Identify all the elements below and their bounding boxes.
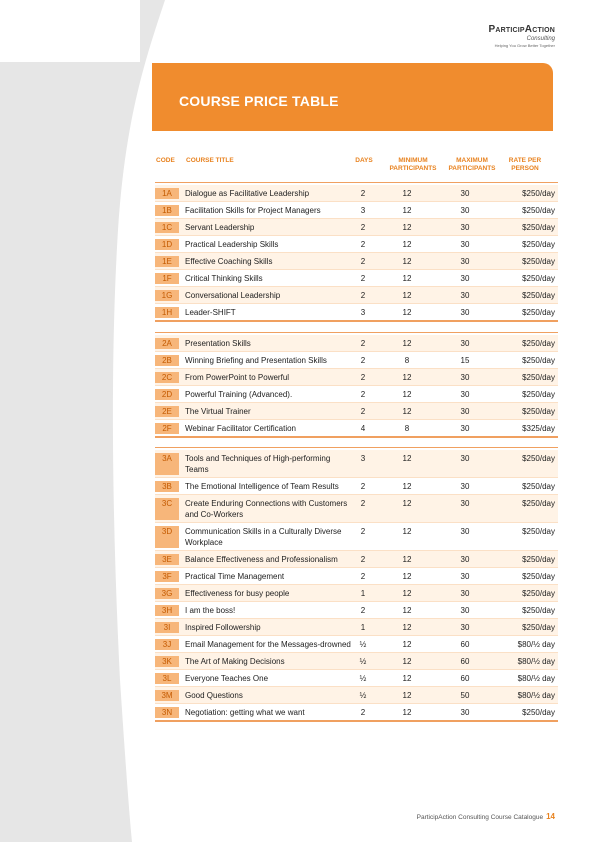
cell-days: 2 <box>360 527 366 536</box>
cell-days: 2 <box>360 274 366 283</box>
cell-max: 30 <box>460 606 470 615</box>
cell-title: Presentation Skills <box>185 339 251 348</box>
cell-days: 2 <box>360 291 366 300</box>
course-group-leadership <box>155 182 558 322</box>
cell-min: 12 <box>402 407 412 416</box>
cell-days: 1 <box>360 589 366 598</box>
cell-days: 2 <box>360 708 366 717</box>
cell-title: Leader-SHIFT <box>185 308 236 317</box>
cell-min: 12 <box>402 708 412 717</box>
page-header-bar <box>152 63 553 131</box>
cell-max: 30 <box>460 555 470 564</box>
cell-min: 12 <box>402 390 412 399</box>
cell-min: 12 <box>402 589 412 598</box>
cell-min: 12 <box>402 223 412 232</box>
page-footer <box>417 812 555 821</box>
cell-max: 30 <box>460 708 470 717</box>
cell-code: 3M <box>155 690 179 701</box>
cell-days: 2 <box>360 223 366 232</box>
cell-title: Good Questions <box>185 691 243 700</box>
course-group-presentation <box>155 332 558 438</box>
cell-rate: $250/day <box>522 274 555 283</box>
cell-code: 3I <box>155 622 179 633</box>
cell-title: Conversational Leadership <box>185 291 281 300</box>
cell-rate: $250/day <box>522 606 555 615</box>
table-row <box>155 704 558 722</box>
column-header-days: DAYS <box>355 157 373 164</box>
cell-max: 30 <box>460 623 470 632</box>
column-header-max: MAXIMUM PARTICIPANTS <box>448 157 496 172</box>
cell-title: Communication Skills in a Culturally Diverse Workplace <box>185 527 342 547</box>
column-header-rate: RATE PER PERSON <box>508 157 542 172</box>
cell-rate: $250/day <box>522 339 555 348</box>
cell-rate: $80/½ day <box>517 640 555 649</box>
cell-max: 30 <box>460 206 470 215</box>
cell-min: 12 <box>402 291 412 300</box>
table-row <box>155 253 558 270</box>
table-row <box>155 369 558 386</box>
cell-max: 30 <box>460 572 470 581</box>
cell-days: 3 <box>360 454 366 463</box>
cell-days: 3 <box>360 308 366 317</box>
table-row <box>155 551 558 568</box>
cell-days: 2 <box>360 390 366 399</box>
table-row <box>155 653 558 670</box>
page-number: 14 <box>546 812 555 821</box>
table-row <box>155 202 558 219</box>
cell-min: 12 <box>402 373 412 382</box>
table-row <box>155 450 558 478</box>
cell-max: 30 <box>460 223 470 232</box>
cell-rate: $250/day <box>522 589 555 598</box>
table-row <box>155 495 558 523</box>
cell-code: 3N <box>155 707 179 718</box>
table-row <box>155 670 558 687</box>
cell-title: Winning Briefing and Presentation Skills <box>185 356 327 365</box>
cell-code: 1F <box>155 273 179 284</box>
cell-code: 1A <box>155 188 179 199</box>
cell-max: 30 <box>460 482 470 491</box>
cell-max: 30 <box>460 499 470 508</box>
cell-code: 2B <box>155 355 179 366</box>
cell-rate: $250/day <box>522 206 555 215</box>
cell-title: Effectiveness for busy people <box>185 589 290 598</box>
cell-days: 2 <box>360 499 366 508</box>
cell-rate: $250/day <box>522 223 555 232</box>
cell-min: 12 <box>402 572 412 581</box>
cell-max: 30 <box>460 390 470 399</box>
cell-days: 2 <box>360 606 366 615</box>
cell-rate: $80/½ day <box>517 674 555 683</box>
cell-min: 12 <box>402 454 412 463</box>
cell-min: 12 <box>402 691 412 700</box>
logo-tagline: Helping You Grow Better Together <box>494 43 555 48</box>
cell-rate: $250/day <box>522 708 555 717</box>
cell-code: 3J <box>155 639 179 650</box>
cell-max: 30 <box>460 407 470 416</box>
table-row <box>155 185 558 202</box>
table-row <box>155 236 558 253</box>
cell-code: 1B <box>155 205 179 216</box>
cell-min: 12 <box>402 257 412 266</box>
cell-min: 12 <box>402 189 412 198</box>
table-row <box>155 219 558 236</box>
cell-code: 3C <box>155 498 179 520</box>
cell-max: 30 <box>460 240 470 249</box>
table-row <box>155 636 558 653</box>
table-row <box>155 420 558 438</box>
cell-min: 12 <box>402 527 412 536</box>
cell-code: 3F <box>155 571 179 582</box>
cell-title: Critical Thinking Skills <box>185 274 263 283</box>
cell-max: 50 <box>460 691 470 700</box>
cell-min: 12 <box>402 640 412 649</box>
cell-max: 30 <box>460 257 470 266</box>
cell-title: Facilitation Skills for Project Managers <box>185 206 321 215</box>
cell-title: Negotiation: getting what we want <box>185 708 305 717</box>
cell-max: 30 <box>460 589 470 598</box>
table-row <box>155 602 558 619</box>
cell-title: Servant Leadership <box>185 223 255 232</box>
cell-title: The Emotional Intelligence of Team Results <box>185 482 339 491</box>
cell-title: Effective Coaching Skills <box>185 257 273 266</box>
cell-code: 3A <box>155 453 179 475</box>
cell-code: 3K <box>155 656 179 667</box>
cell-title: Practical Time Management <box>185 572 285 581</box>
cell-max: 30 <box>460 189 470 198</box>
cell-code: 1D <box>155 239 179 250</box>
cell-code: 2D <box>155 389 179 400</box>
table-row <box>155 619 558 636</box>
column-header-code: CODE <box>156 157 175 164</box>
group-top-rule <box>155 182 558 183</box>
cell-max: 30 <box>460 339 470 348</box>
table-row <box>155 352 558 369</box>
cell-days: 2 <box>360 572 366 581</box>
cell-min: 12 <box>402 555 412 564</box>
cell-days: 1 <box>360 623 366 632</box>
table-row <box>155 335 558 352</box>
cell-days: 2 <box>360 189 366 198</box>
cell-max: 30 <box>460 527 470 536</box>
cell-title: Practical Leadership Skills <box>185 240 279 249</box>
cell-rate: $250/day <box>522 390 555 399</box>
cell-rate: $80/½ day <box>517 657 555 666</box>
cell-rate: $250/day <box>522 308 555 317</box>
cell-min: 12 <box>402 482 412 491</box>
cell-rate: $250/day <box>522 240 555 249</box>
cell-rate: $250/day <box>522 189 555 198</box>
cell-code: 3G <box>155 588 179 599</box>
cell-days: 2 <box>360 373 366 382</box>
cell-title: Powerful Training (Advanced). <box>185 390 293 399</box>
cell-title: Tools and Techniques of High-performing Teams <box>185 454 331 474</box>
cell-days: 2 <box>360 257 366 266</box>
cell-code: 2F <box>155 423 179 434</box>
cell-days: 2 <box>360 240 366 249</box>
cell-code: 2C <box>155 372 179 383</box>
cell-title: Webinar Facilitator Certification <box>185 424 297 433</box>
table-row <box>155 585 558 602</box>
logo-sub-text: Consulting <box>526 36 555 42</box>
cell-days: 2 <box>360 339 366 348</box>
cell-code: 3L <box>155 673 179 684</box>
cell-min: 8 <box>404 424 410 433</box>
cell-title: Dialogue as Facilitative Leadership <box>185 189 310 198</box>
cell-min: 12 <box>402 623 412 632</box>
cell-days: ½ <box>359 674 367 683</box>
cell-rate: $250/day <box>522 555 555 564</box>
cell-min: 12 <box>402 308 412 317</box>
page-title: COURSE PRICE TABLE <box>179 93 339 109</box>
cell-rate: $250/day <box>522 623 555 632</box>
table-row <box>155 386 558 403</box>
cell-rate: $250/day <box>522 572 555 581</box>
table-row <box>155 478 558 495</box>
cell-code: 1H <box>155 307 179 318</box>
cell-code: 3D <box>155 526 179 548</box>
cell-rate: $250/day <box>522 257 555 266</box>
cell-title: Everyone Teaches One <box>185 674 269 683</box>
column-header-min: MINIMUM PARTICIPANTS <box>389 157 437 172</box>
cell-max: 15 <box>460 356 470 365</box>
cell-min: 12 <box>402 606 412 615</box>
cell-max: 60 <box>460 674 470 683</box>
footer-text: ParticipAction Consulting Course Catalogue <box>416 814 544 821</box>
cell-title: Email Management for the Messages-drowned <box>185 640 351 649</box>
cell-min: 12 <box>402 339 412 348</box>
cell-rate: $250/day <box>522 499 555 508</box>
table-row <box>155 270 558 287</box>
cell-days: 2 <box>360 482 366 491</box>
cell-rate: $250/day <box>522 407 555 416</box>
cell-days: ½ <box>359 657 367 666</box>
cell-days: ½ <box>359 640 367 649</box>
column-header-title: COURSE TITLE <box>186 157 234 164</box>
cell-code: 3H <box>155 605 179 616</box>
cell-min: 12 <box>402 657 412 666</box>
cell-max: 30 <box>460 424 470 433</box>
cell-days: ½ <box>359 691 367 700</box>
cell-max: 60 <box>460 657 470 666</box>
cell-title: The Virtual Trainer <box>185 407 251 416</box>
cell-max: 60 <box>460 640 470 649</box>
table-row <box>155 687 558 704</box>
cell-days: 3 <box>360 206 366 215</box>
cell-title: Inspired Followership <box>185 623 261 632</box>
cell-code: 1G <box>155 290 179 301</box>
cell-title: I am the boss! <box>185 606 236 615</box>
cell-code: 1C <box>155 222 179 233</box>
group-top-rule <box>155 447 558 448</box>
cell-rate: $80/½ day <box>517 691 555 700</box>
cell-min: 12 <box>402 674 412 683</box>
table-row <box>155 287 558 304</box>
table-row <box>155 568 558 585</box>
cell-title: Create Enduring Connections with Customers and Co-Workers <box>185 499 348 519</box>
cell-rate: $250/day <box>522 527 555 536</box>
logo-main-text: ParticipAction <box>488 24 555 35</box>
cell-min: 12 <box>402 206 412 215</box>
cell-max: 30 <box>460 373 470 382</box>
cell-code: 1E <box>155 256 179 267</box>
cell-code: 3E <box>155 554 179 565</box>
cell-title: From PowerPoint to Powerful <box>185 373 290 382</box>
cell-min: 12 <box>402 499 412 508</box>
cell-min: 12 <box>402 274 412 283</box>
course-group-teams <box>155 447 558 722</box>
cell-min: 8 <box>404 356 410 365</box>
cell-min: 12 <box>402 240 412 249</box>
table-row <box>155 403 558 420</box>
cell-title: The Art of Making Decisions <box>185 657 285 666</box>
cell-days: 2 <box>360 555 366 564</box>
table-row <box>155 304 558 322</box>
table-row <box>155 523 558 551</box>
cell-rate: $250/day <box>522 454 555 463</box>
cell-title: Balance Effectiveness and Professionalism <box>185 555 338 564</box>
cell-rate: $250/day <box>522 373 555 382</box>
cell-days: 2 <box>360 407 366 416</box>
cell-days: 4 <box>360 424 366 433</box>
cell-days: 2 <box>360 356 366 365</box>
group-top-rule <box>155 332 558 333</box>
cell-rate: $250/day <box>522 482 555 491</box>
cell-max: 30 <box>460 454 470 463</box>
cell-rate: $250/day <box>522 356 555 365</box>
company-logo <box>469 24 555 48</box>
cell-max: 30 <box>460 291 470 300</box>
cell-rate: $325/day <box>522 424 555 433</box>
cell-code: 3B <box>155 481 179 492</box>
cell-rate: $250/day <box>522 291 555 300</box>
cell-max: 30 <box>460 308 470 317</box>
cell-code: 2A <box>155 338 179 349</box>
cell-max: 30 <box>460 274 470 283</box>
cell-code: 2E <box>155 406 179 417</box>
